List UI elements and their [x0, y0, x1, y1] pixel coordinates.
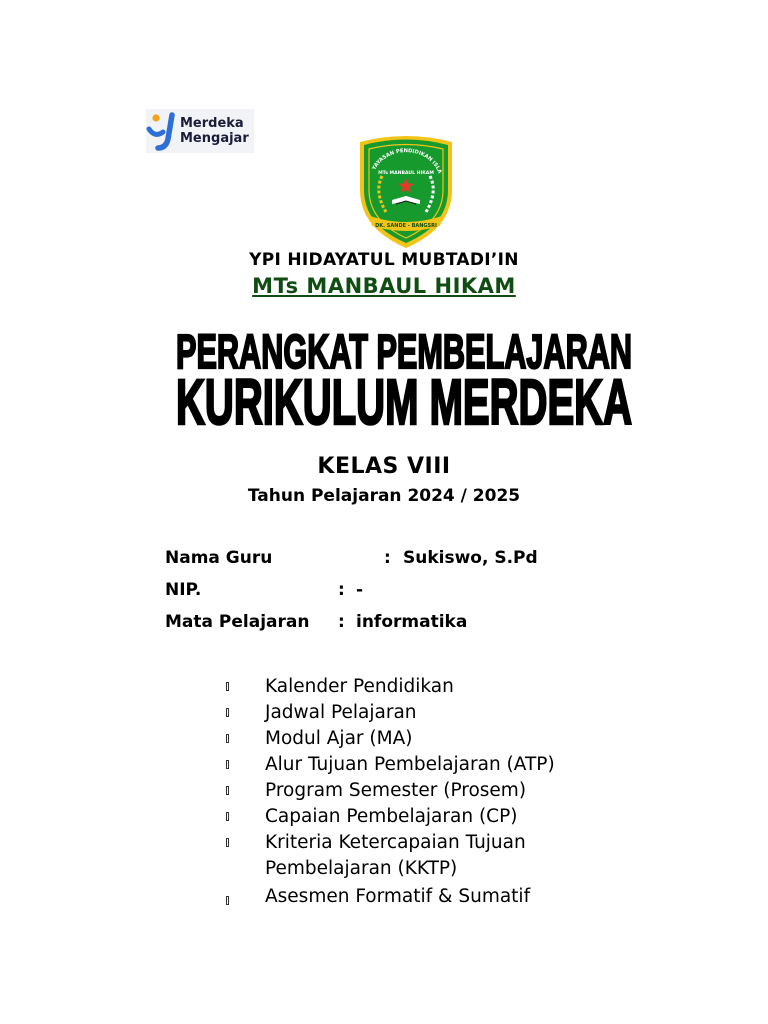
academic-year: Tahun Pelajaran 2024 / 2025 — [247, 486, 521, 506]
list-item: Kriteria Ketercapaian Tujuan Pembelajaran (KKTP) — [226, 830, 625, 882]
info-value: - — [356, 580, 364, 600]
class-title: KELAS VIII — [317, 454, 451, 479]
bullet-box-icon — [226, 896, 229, 905]
bullet-box-icon — [226, 734, 229, 743]
foundation-name: YPI HIDAYATUL MUBTADI’IN — [249, 250, 519, 270]
list-item: Kalender Pendidikan — [226, 674, 625, 700]
bullet-box-icon — [226, 682, 229, 691]
list-item: Alur Tujuan Pembelajaran (ATP) — [226, 752, 625, 778]
crest-center-text: MTs MANBAUL HIKAM — [378, 171, 434, 176]
list-item: Jadwal Pelajaran — [226, 700, 625, 726]
info-label: Mata Pelajaran — [165, 612, 310, 632]
banner-line-2: KURIKULUM MERDEKA — [176, 366, 632, 436]
info-separator: : — [338, 580, 345, 600]
bullet-box-icon — [226, 786, 229, 795]
info-label: Nama Guru — [165, 548, 273, 568]
crest-ribbon-text: DK. SANDE - BANGSRI — [375, 223, 437, 229]
title-banner — [166, 318, 642, 436]
info-label: NIP. — [165, 580, 202, 600]
info-separator: : — [338, 612, 345, 632]
school-name: MTs MANBAUL HIKAM — [252, 274, 516, 298]
info-separator: : — [384, 548, 391, 568]
merdeka-mengajar-mark-icon — [146, 109, 180, 153]
document-checklist — [226, 674, 625, 910]
logo-line-2: Mengajar — [180, 131, 249, 146]
bullet-box-icon — [226, 812, 229, 821]
info-value: informatika — [356, 612, 468, 632]
logo-line-1: Merdeka — [180, 116, 244, 131]
merdeka-mengajar-logo — [146, 109, 254, 153]
crest-ring-text: YAYASAN PENDIDIKAN ISLA — [371, 148, 443, 175]
list-item: Asesmen Formatif & Sumatif — [226, 884, 625, 910]
info-value: Sukiswo, S.Pd — [403, 548, 538, 568]
banner-line-1: PERANGKAT PEMBELAJARAN — [176, 326, 632, 379]
bullet-box-icon — [226, 708, 229, 717]
school-crest-emblem — [352, 132, 460, 250]
list-item: Capaian Pembelajaran (CP) — [226, 804, 625, 830]
list-item: Modul Ajar (MA) — [226, 726, 625, 752]
bullet-box-icon — [226, 760, 229, 769]
list-item: Program Semester (Prosem) — [226, 778, 625, 804]
bullet-box-icon — [226, 838, 229, 847]
